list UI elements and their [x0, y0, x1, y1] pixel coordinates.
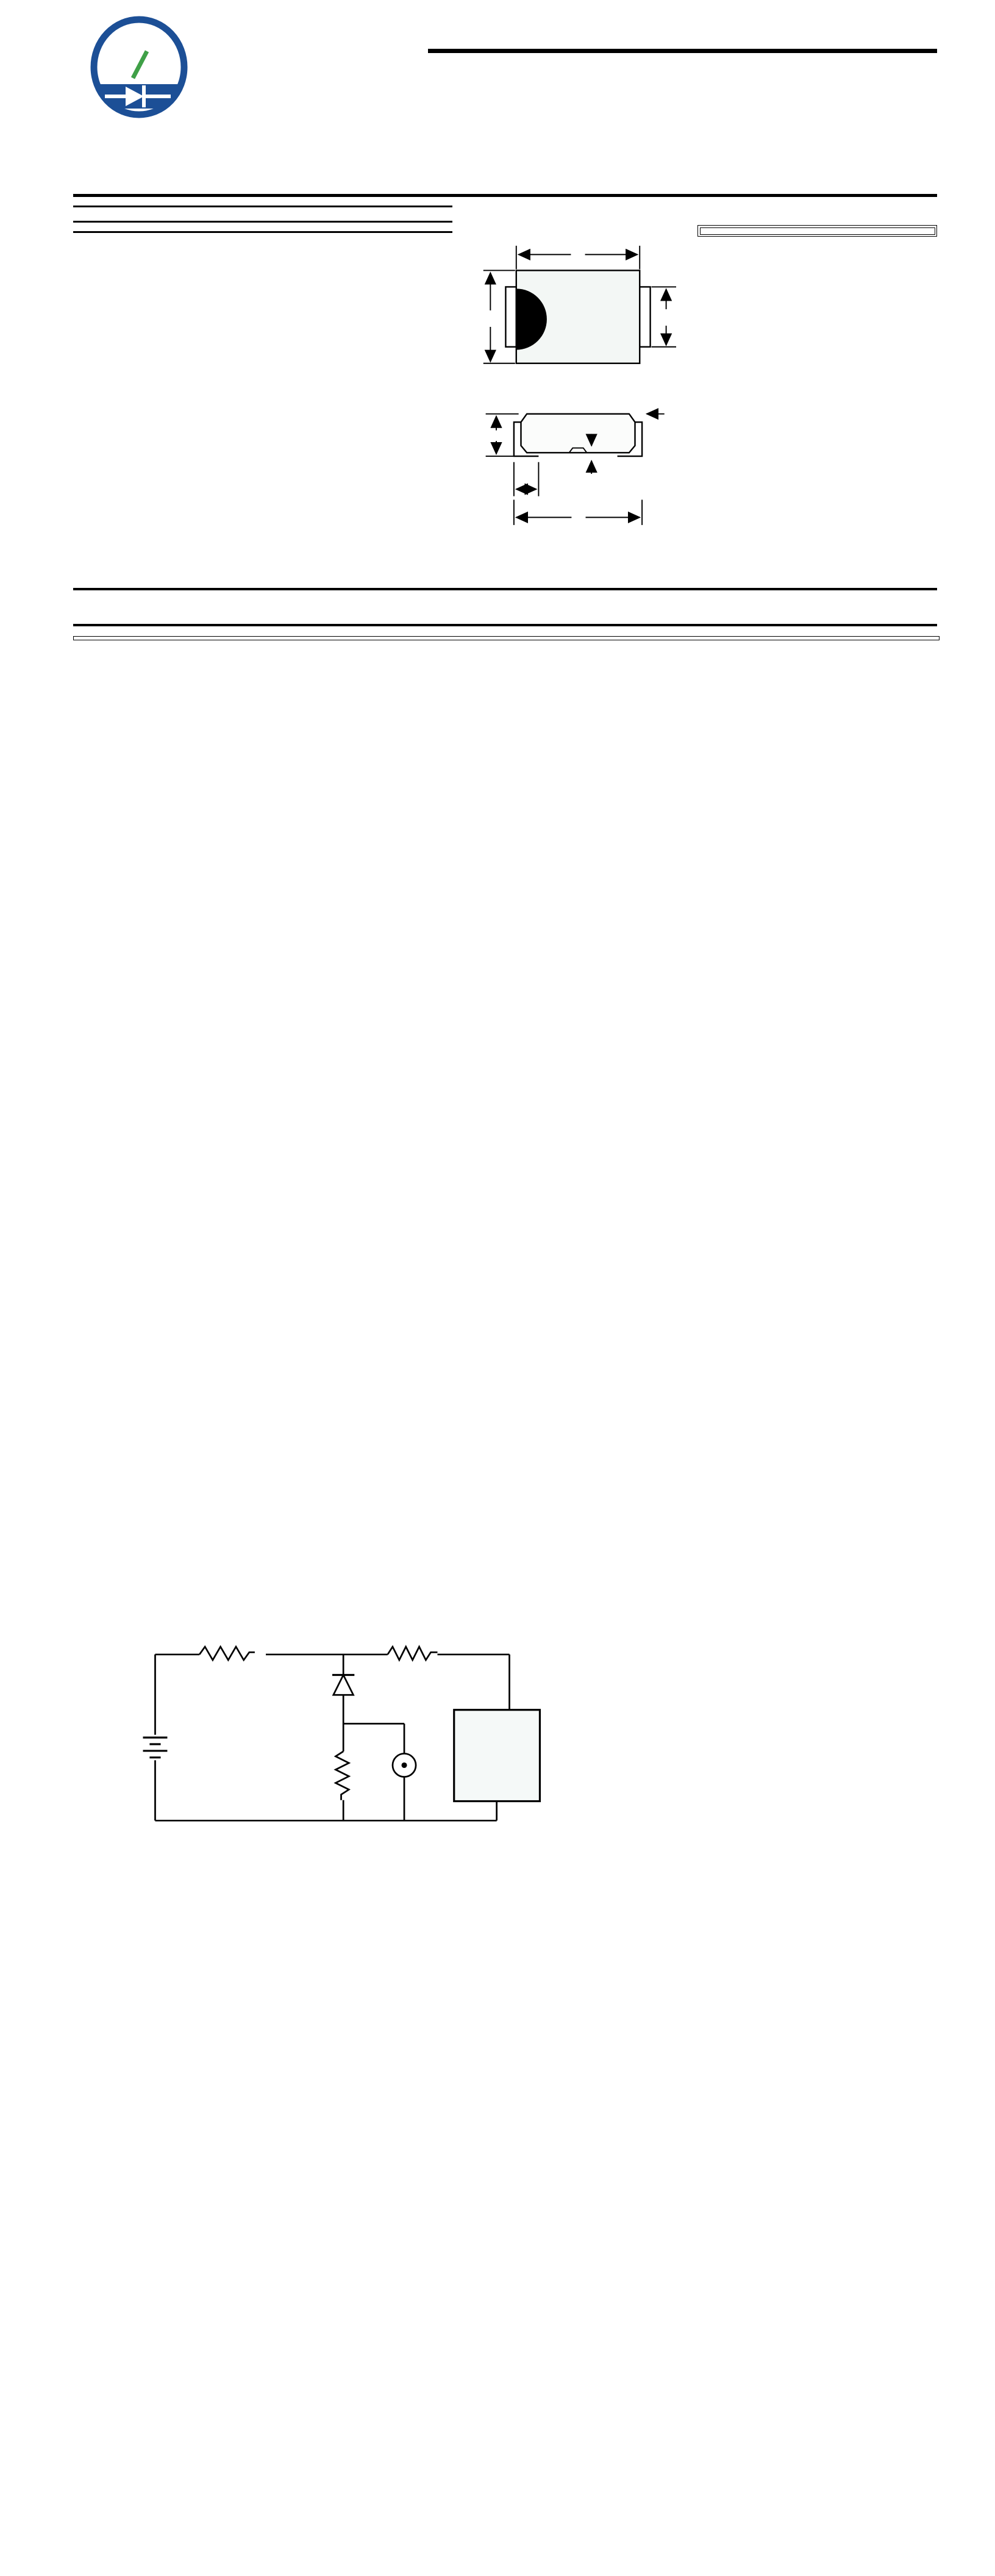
resistor-10ohm	[388, 1647, 438, 1660]
fig1-forward-current-derating	[52, 739, 504, 1179]
battery-symbol	[143, 1737, 168, 1758]
fig2-typical-forward-characteristics	[521, 739, 972, 1179]
ratings-heading-band	[73, 588, 937, 626]
fig5-waveform-column	[591, 1613, 908, 1914]
figure-row-1	[52, 739, 972, 1179]
title-rule	[428, 49, 937, 53]
ratings-table-wrap	[73, 636, 940, 640]
fig5-row	[67, 1624, 937, 1914]
fig3-forward-surge-derating	[52, 1179, 504, 1619]
oscilloscope-symbol	[393, 1753, 416, 1776]
resistor-50ohm	[199, 1647, 255, 1660]
title-block	[428, 41, 937, 62]
package-side-view	[486, 414, 665, 525]
figures-zone	[52, 739, 972, 1618]
header	[73, 16, 937, 191]
package-row	[463, 224, 937, 544]
features-heading	[73, 197, 452, 207]
upper-two-columns	[73, 197, 937, 553]
fig5-test-circuit	[122, 1624, 543, 1845]
fig5-circuit-column	[67, 1624, 555, 1914]
left-column	[73, 197, 452, 553]
dut-diode-symbol	[332, 1675, 354, 1695]
fig5-waveform	[591, 1613, 908, 1911]
figure-row-2	[52, 1179, 972, 1619]
package-drawing	[463, 224, 693, 544]
pulse-generator-box	[454, 1710, 540, 1801]
dimension-table-wrap	[697, 225, 937, 237]
company-logo	[41, 16, 237, 182]
logo-graphic	[41, 16, 237, 179]
dimension-table	[700, 227, 935, 235]
resistor-1ohm	[335, 1751, 349, 1800]
dim-table-footer	[700, 227, 935, 234]
fig4-typical-reverse-characteristics	[521, 1179, 972, 1619]
logo-diode-band	[90, 84, 188, 109]
right-column	[463, 197, 937, 553]
mechanical-heading	[73, 221, 452, 233]
package-top-view	[483, 246, 676, 363]
